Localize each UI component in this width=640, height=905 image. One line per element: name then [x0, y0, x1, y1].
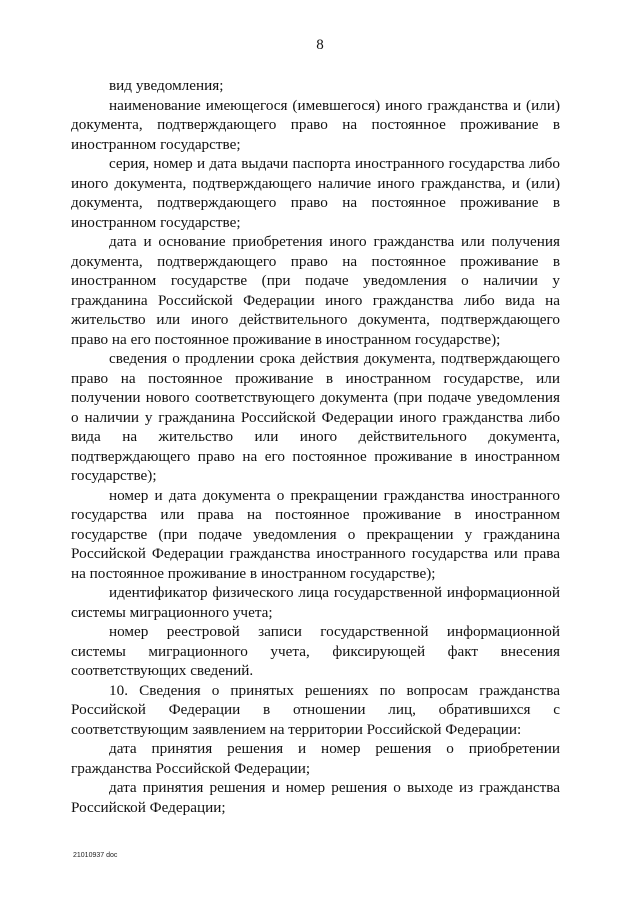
paragraph-registry-record-number: номер реестровой записи государственной информационной системы миграционного учета, фиксирующей факт внесения соответствующих сведений.	[71, 623, 560, 679]
paragraph-passport-details: серия, номер и дата выдачи паспорта иностранного государства либо иного документа, подтверждающего наличие иного гражданства, и (или) документа, подтверждающего право на постоянное проживание в иностранном государстве;	[71, 155, 560, 231]
paragraph-section-10: 10. Сведения о принятых решениях по вопросам гражданства Российской Федерации в отношении лиц, обратившихся с соответствующим заявлением на территории Российской Федерации:	[71, 681, 560, 738]
paragraph-acquisition-date-basis: дата и основание приобретения иного гражданства или получения документа, подтверждающего право на постоянное проживание в иностранном государстве (при подаче уведомления о наличии у гражданина Российской Федерации иного гражданства либо вида на жительство или иного действительного документа, подтверждающего право на его постоянное проживание в иностранном государстве);	[71, 233, 560, 348]
paragraph-acquisition-decision: дата принятия решения и номер решения о приобретении гражданства Российской Федерации;	[71, 740, 560, 777]
paragraph-document-extension: сведения о продлении срока действия документа, подтверждающего право на постоянное проживание в иностранном государстве, или получении нового соответствующего документа (при подаче уведомления о наличии у гражданина Российской Федерации иного гражданства либо вида на жительство или иного действительного документа, подтверждающего право на его постоянное проживание в иностранном государстве);	[71, 350, 560, 484]
document-body	[71, 76, 560, 817]
paragraph-termination-document: номер и дата документа о прекращении гражданства иностранного государства или права на постоянное проживание в иностранном государстве (при подаче уведомления о прекращении у гражданина Российской Федерации гражданства иностранного государства или права на постоянное проживание в иностранном государстве);	[71, 486, 560, 582]
paragraph-other-citizenship-name: наименование имеющегося (имевшегося) иного гражданства и (или) документа, подтверждающего право на постоянное проживание в иностранном государстве;	[71, 96, 560, 153]
page-number: 8	[316, 37, 324, 53]
paragraph-person-identifier: идентификатор физического лица государственной информационной системы миграционного учета;	[71, 584, 560, 621]
paragraph-notification-type: вид уведомления;	[109, 77, 224, 94]
paragraph-exit-decision: дата принятия решения и номер решения о выходе из гражданства Российской Федерации;	[71, 779, 560, 816]
footer-document-code: 21010937 doc	[73, 852, 118, 859]
